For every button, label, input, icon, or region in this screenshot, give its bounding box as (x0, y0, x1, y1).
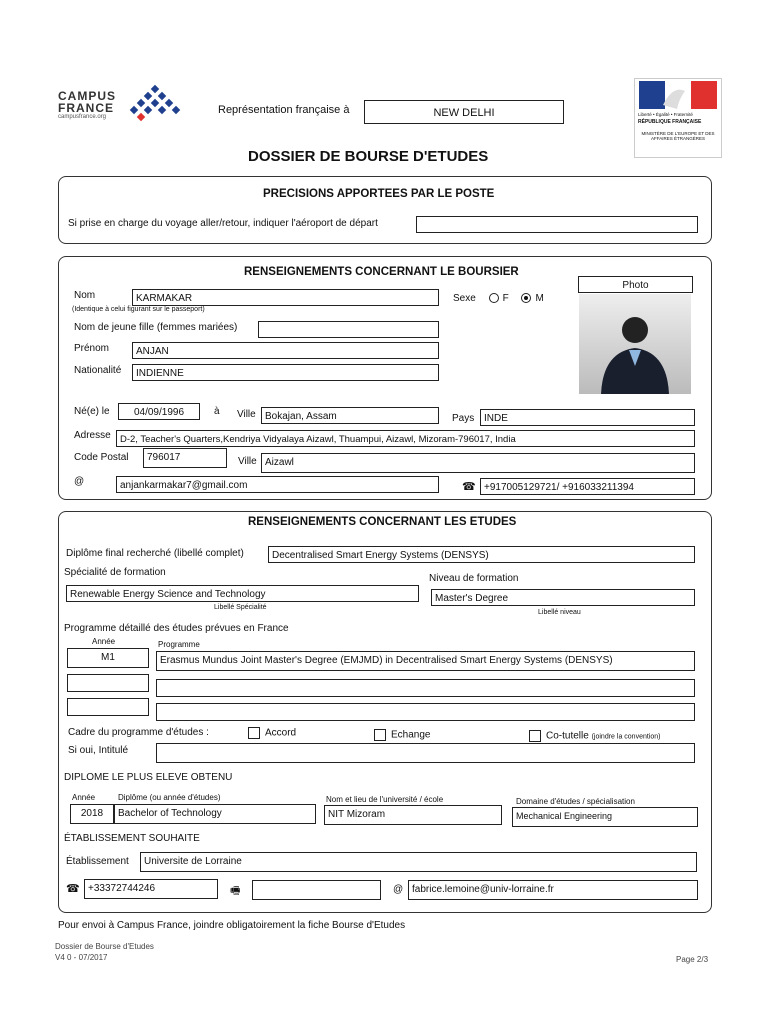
etudes-title: RENSEIGNEMENTS CONCERNANT LES ETUDES (248, 516, 517, 528)
annee-field[interactable]: 2018 (70, 804, 114, 824)
sexe-label: Sexe (453, 293, 476, 304)
sexe-group (453, 293, 544, 304)
etab-phone-field[interactable]: +33372744246 (84, 879, 218, 899)
footer-page: Page 2/3 (676, 955, 709, 964)
accord-label: Accord (265, 727, 297, 739)
echange-option[interactable] (374, 729, 430, 741)
specialite-label: Spécialité de formation (64, 567, 166, 578)
accord-checkbox[interactable] (248, 727, 260, 739)
adresse-field[interactable]: D-2, Teacher's Quarters,Kendriya Vidyalaya Aizawl, Thuampui, Aizawl, Mizoram-796017, India (116, 430, 695, 447)
universite-label: Nom et lieu de l'université / école (326, 795, 444, 804)
annee-row-2[interactable] (67, 674, 149, 692)
etab-title: ÉTABLISSEMENT SOUHAITE (64, 833, 200, 844)
sexe-m-radio[interactable] (521, 293, 531, 303)
diplome-label: Diplôme final recherché (libellé complet) (66, 548, 244, 559)
republique-francaise-logo (634, 78, 722, 158)
section-poste (58, 176, 712, 244)
etab-email-label: @ (393, 884, 404, 895)
footer-doc-name: Dossier de Bourse d'Etudes (55, 942, 154, 951)
phone-field[interactable]: +917005129721/ +916033211394 (480, 478, 695, 495)
nationalite-label: Nationalité (74, 365, 122, 376)
marianne-icon (635, 81, 719, 111)
ne-le-label: Né(e) le (74, 406, 110, 417)
diamond-pattern-icon (128, 84, 184, 124)
jeune-fille-field[interactable] (258, 321, 439, 338)
ville-field[interactable]: Aizawl (261, 453, 695, 473)
representation-field[interactable]: NEW DELHI (364, 100, 564, 124)
cotutelle-label: Co-tutelle (546, 730, 589, 742)
etab-label: Établissement (66, 856, 129, 867)
universite-field[interactable]: NIT Mizoram (324, 805, 502, 825)
diplome-annee-label: Diplôme (ou année d'études) (118, 793, 221, 802)
airport-label: Si prise en charge du voyage aller/retour, indiquer l'aéroport de départ (68, 218, 378, 229)
nom-field[interactable]: KARMAKAR (132, 289, 439, 306)
campus-france-logo (58, 84, 193, 126)
cotutelle-note: (joindre la convention) (591, 733, 661, 741)
niveau-sub: Libellé niveau (538, 609, 581, 616)
echange-label: Echange (391, 729, 431, 741)
poste-title: PRECISIONS APPORTEES PAR LE POSTE (263, 188, 495, 200)
annee-label: Année (72, 793, 96, 802)
accord-option[interactable] (248, 727, 296, 739)
domaine-label: Domaine d'études / spécialisation (516, 797, 635, 806)
prenom-label: Prénom (74, 343, 110, 354)
document-title: DOSSIER DE BOURSE D'ETUDES (248, 148, 489, 165)
nom-note: (Identique à celui figurant sur le passeport) (72, 306, 205, 313)
etab-fax-field[interactable] (252, 880, 381, 900)
prenom-field[interactable]: ANJAN (132, 342, 439, 359)
photo-label-box: Photo (578, 276, 693, 293)
etab-email-field[interactable]: fabrice.lemoine@univ-lorraine.fr (408, 880, 698, 900)
rf-motto: Liberté • Égalité • Fraternité (638, 112, 693, 117)
diplome-annee-field[interactable]: Bachelor of Technology (114, 804, 316, 824)
echange-checkbox[interactable] (374, 729, 386, 741)
programme-row-3[interactable] (156, 703, 695, 721)
etab-field[interactable]: Universite de Lorraine (140, 852, 697, 872)
email-field[interactable]: anjankarmakar7@gmail.com (116, 476, 439, 493)
sexe-m-label: M (535, 293, 544, 304)
programme-title: Programme détaillé des études prévues en France (64, 623, 289, 634)
jeune-fille-label: Nom de jeune fille (femmes mariées) (74, 322, 238, 333)
programme-col-label: Programme (158, 640, 200, 649)
cotutelle-option[interactable] (529, 730, 660, 742)
email-label: @ (74, 476, 85, 487)
programme-row-2[interactable] (156, 679, 695, 697)
niveau-field[interactable]: Master's Degree (431, 589, 695, 606)
intitule-label: Si oui, Intitulé (68, 745, 129, 756)
ville-label: Ville (238, 456, 257, 467)
specialite-field[interactable]: Renewable Energy Science and Technology (66, 585, 419, 602)
representation-label: Représentation française à (218, 104, 350, 116)
code-postal-field[interactable]: 796017 (143, 448, 227, 468)
sexe-f-radio[interactable] (489, 293, 499, 303)
rf-republique: RÉPUBLIQUE FRANÇAISE (638, 119, 702, 125)
rf-ministere: MINISTÈRE DE L'EUROPE ET DES AFFAIRES ÉTRANGÈRES (641, 131, 715, 141)
programme-row-1[interactable]: Erasmus Mundus Joint Master's Degree (EMJMD) in Decentralised Smart Energy Systems (DENSYS) (156, 651, 695, 671)
cadre-label: Cadre du programme d'études : (68, 727, 209, 738)
footer-note: Pour envoi à Campus France, joindre obligatoirement la fiche Bourse d'Etudes (58, 920, 406, 931)
nationalite-field[interactable]: INDIENNE (132, 364, 439, 381)
logo-url: campusfrance.org (58, 114, 107, 120)
pays-field[interactable]: INDE (480, 409, 695, 426)
boursier-title: RENSEIGNEMENTS CONCERNANT LE BOURSIER (244, 266, 519, 278)
adresse-label: Adresse (74, 430, 111, 441)
photo-placeholder (579, 294, 691, 394)
etab-phone-icon: ☎ (66, 883, 80, 895)
sexe-f-label: F (502, 293, 509, 304)
domaine-field[interactable]: Mechanical Engineering (512, 807, 698, 827)
specialite-sub: Libellé Spécialité (214, 604, 267, 611)
annee-row-1[interactable]: M1 (67, 648, 149, 668)
person-silhouette-icon (579, 294, 691, 394)
ville-naissance-label: Ville (237, 409, 256, 420)
diplome-eleve-title: DIPLOME LE PLUS ELEVE OBTENU (64, 772, 233, 783)
annee-row-3[interactable] (67, 698, 149, 716)
nom-label: Nom (74, 290, 96, 301)
phone-icon: ☎ (462, 481, 476, 493)
fax-icon: 🖷 (230, 885, 241, 897)
airport-field[interactable] (416, 216, 698, 233)
ville-naissance-field[interactable]: Bokajan, Assam (261, 407, 439, 424)
annee-col-label: Année (92, 637, 116, 646)
diplome-field[interactable]: Decentralised Smart Energy Systems (DENSYS) (268, 546, 695, 563)
niveau-label: Niveau de formation (429, 573, 519, 584)
a-label: à (214, 406, 220, 417)
ne-le-field[interactable]: 04/09/1996 (118, 403, 200, 420)
intitule-field[interactable] (156, 743, 695, 763)
cotutelle-checkbox[interactable] (529, 730, 541, 742)
code-postal-label: Code Postal (74, 452, 129, 463)
footer-version: V4 0 - 07/2017 (55, 953, 108, 962)
pays-label: Pays (452, 413, 475, 424)
logo-text-france: FRANCE (58, 101, 114, 115)
logo-text-campus: CAMPUS (58, 89, 117, 103)
